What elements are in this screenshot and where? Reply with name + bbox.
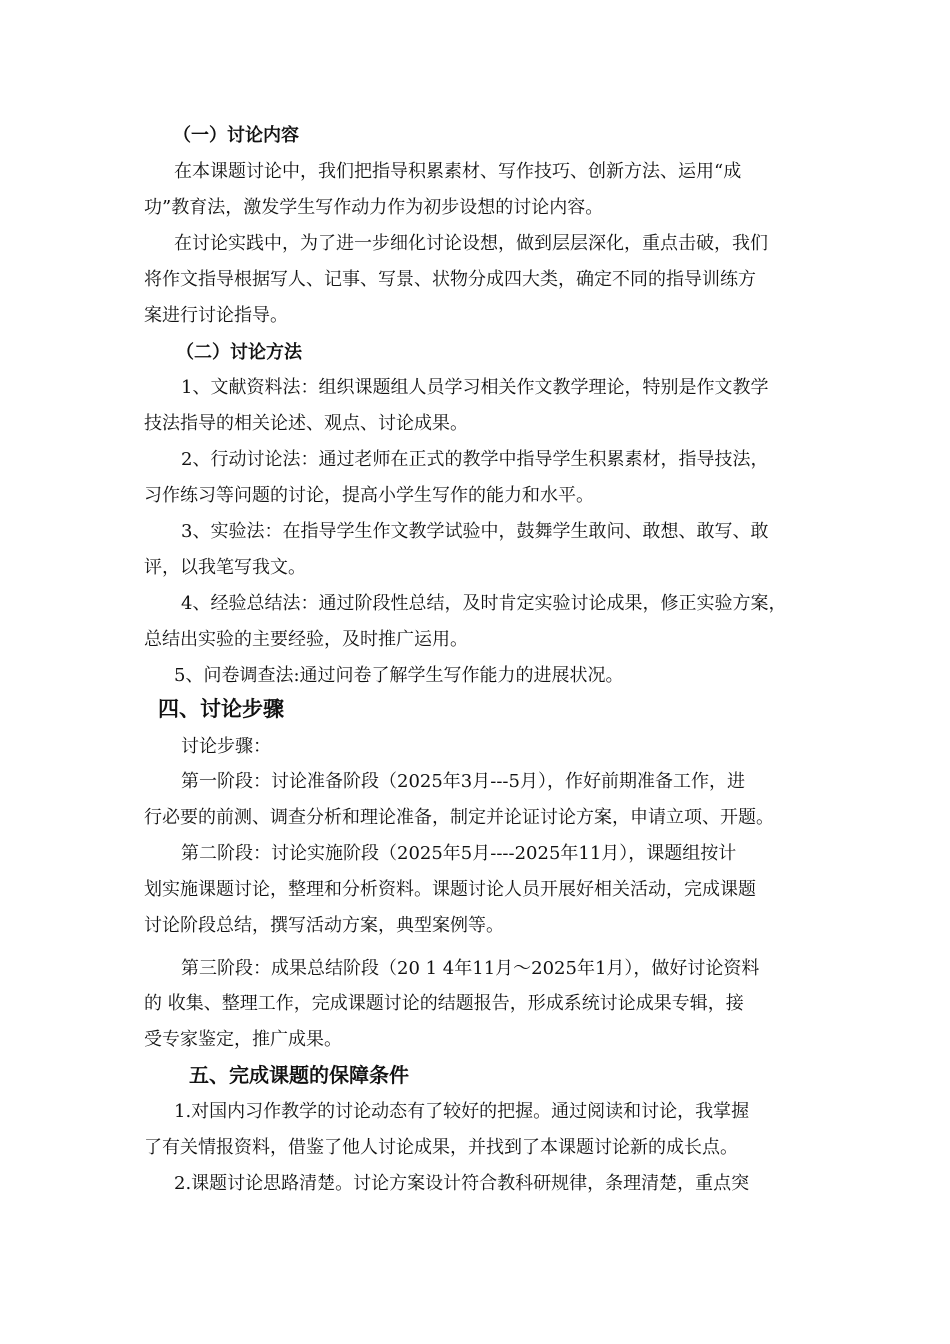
section-heading-steps: 四、讨论步骤 [158,697,284,721]
method-line: 1、文献资料法：组织课题组人员学习相关作文教学理论，特别是作文教学 [181,377,769,398]
method-line: 4、经验总结法：通过阶段性总结，及时肯定实验讨论成果，修正实验方案， [181,593,787,614]
method-line: 3、实验法：在指导学生作文教学试验中，鼓舞学生敢问、敢想、敢写、敢 [181,521,769,542]
method-line: 技法指导的相关论述、观点、讨论成果。 [144,413,468,434]
condition-line: 1.对国内习作教学的讨论动态有了较好的把握。通过阅读和讨论，我掌握 [174,1101,750,1122]
method-line: 5、问卷调查法:通过问卷了解学生写作能力的进展状况。 [174,665,624,686]
step-line: 受专家鉴定，推广成果。 [144,1029,342,1050]
step-line: 第二阶段：讨论实施阶段（2025年5月----2025年11月），课题组按计 [181,843,737,864]
steps-intro: 讨论步骤： [181,736,271,757]
step-line: 第一阶段：讨论准备阶段（2025年3月---5月），作好前期准备工作，进 [181,771,745,792]
method-line: 评，以我笔写我文。 [144,557,306,578]
section-heading-conditions: 五、完成课题的保障条件 [189,1063,409,1087]
step-line: 第三阶段：成果总结阶段（20 1 4年11月～2025年1月），做好讨论资料 [181,958,760,979]
section-heading-methods: （二）讨论方法 [176,342,302,363]
condition-line: 2.课题讨论思路清楚。讨论方案设计符合教科研规律，条理清楚，重点突 [174,1173,750,1194]
method-line: 2、行动讨论法：通过老师在正式的教学中指导学生积累素材，指导技法， [181,449,769,470]
paragraph-line: 在讨论实践中，为了进一步细化讨论设想，做到层层深化，重点击破，我们 [174,233,768,254]
step-line: 的 收集、整理工作，完成课题讨论的结题报告，形成系统讨论成果专辑，接 [144,993,744,1014]
step-line: 行必要的前测、调查分析和理论准备，制定并论证讨论方案，申请立项、开题。 [144,807,774,828]
condition-line: 了有关情报资料，借鉴了他人讨论成果，并找到了本课题讨论新的成长点。 [144,1137,738,1158]
method-line: 习作练习等问题的讨论，提高小学生写作的能力和水平。 [144,485,594,506]
paragraph-line: 将作文指导根据写人、记事、写景、状物分成四大类，确定不同的指导训练方 [144,269,756,290]
step-line: 划实施课题讨论，整理和分析资料。课题讨论人员开展好相关活动，完成课题 [144,879,756,900]
section-heading-content: （一）讨论内容 [173,125,299,146]
paragraph-line: 在本课题讨论中，我们把指导积累素材、写作技巧、创新方法、运用“成 [174,161,742,182]
paragraph-line: 功”教育法，激发学生写作动力作为初步设想的讨论内容。 [144,197,604,218]
paragraph-line: 案进行讨论指导。 [144,305,288,326]
step-line: 讨论阶段总结，撰写活动方案，典型案例等。 [144,915,504,936]
method-line: 总结出实验的主要经验，及时推广运用。 [144,629,468,650]
